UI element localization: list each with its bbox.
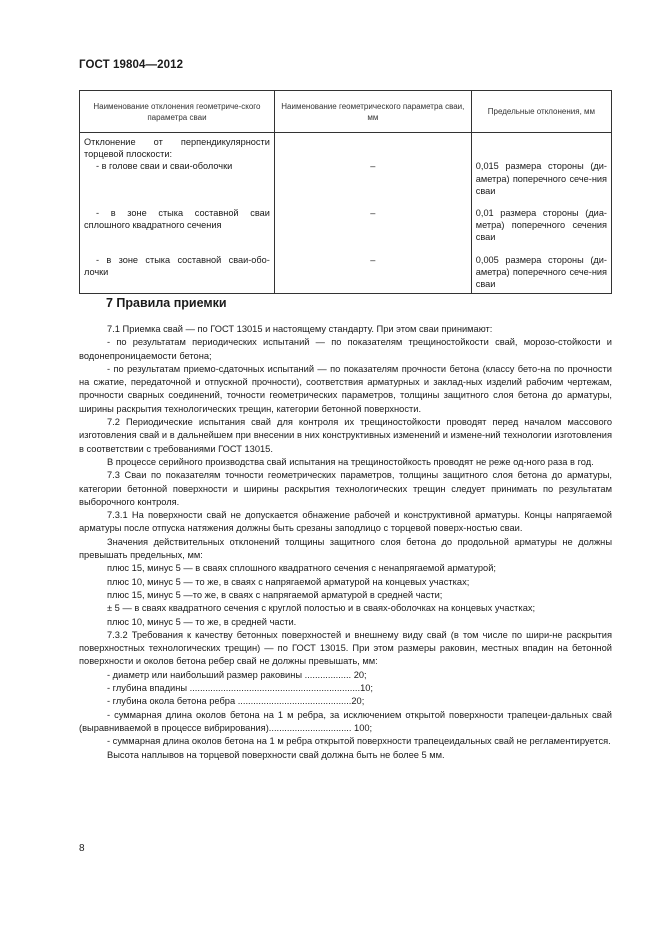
paragraph: 7.3.1 На поверхности свай не допускается обнажение рабочей и конструктивной арматуры. Концы напрягаемой арматуры после отпуска натяжения должны быть срезаны заподлицо с торцевой поверх-ностью сваи. <box>79 510 612 534</box>
table-cell-deviation-name: - в голове сваи и сваи-оболочки <box>80 160 275 197</box>
table-cell-limit: 0,005 размера стороны (ди-аметра) поперечного сече-ния сваи <box>471 244 611 294</box>
table-cell-empty <box>471 133 611 161</box>
paragraph: 7.3 Сваи по показателям точности геометрических параметров, толщины защитного слоя бетона до арматуры, категории бетонной поверхности и ширины раскрытия технологических трещин следует принимать по результатам выборочного контроля. <box>79 470 612 507</box>
table-cell-deviation-name: - в зоне стыка составной сваи сплошного квадратного сечения <box>80 197 275 244</box>
paragraph: - глубина впадины ..................................................................10; <box>107 683 374 694</box>
paragraph: 7.2 Периодические испытания свай для контроля их трещиностойкости проводят перед началом массового изготовления свай и в дальнейшем при внесении в них конструктивных изменений и измене-ний технологии изготовления в соответствии с требованиями ГОСТ 13015. <box>79 417 612 454</box>
paragraph: плюс 15, минус 5 —то же, в сваях с напрягаемой арматурой в средней части; <box>107 589 443 600</box>
table-row-group <box>80 133 612 161</box>
paragraph: плюс 10, минус 5 — то же, в сваях с напрягаемой арматурой на концевых участках; <box>107 576 470 587</box>
paragraph: 7.3.2 Требования к качеству бетонных поверхностей и внешнему виду свай (в том числе по шири-не раскрытия поверхностных технологических трещин) — по ГОСТ 13015. При этом размеры раковин, местных впадин на бетонной поверхности и околов бетона ребер свай не должны превышать, мм: <box>79 629 612 667</box>
table-group-title: Отклонение от перпендикулярности торцевой плоскости: <box>80 133 275 161</box>
table-cell-parameter: – <box>274 197 471 244</box>
paragraph: Значения действительных отклонений толщины защитного слоя бетона до продольной арматуры не должны превышать предельных, мм: <box>79 536 612 561</box>
deviation-table <box>79 90 612 294</box>
section-body <box>79 323 612 762</box>
paragraph: Высота наплывов на торцевой поверхности свай должна быть не более 5 мм. <box>107 749 445 760</box>
column-header-deviation-name: Наименование отклонения геометриче-ского параметра сваи <box>80 91 275 133</box>
paragraph: В процессе серийного производства свай испытания на трещиностойкость проводят не реже од-ного раза в год. <box>107 456 594 467</box>
paragraph: плюс 15, минус 5 — в сваях сплошного квадратного сечения с ненапрягаемой арматурой; <box>107 563 496 574</box>
paragraph: - по результатам периодических испытаний — по показателям трещиностойкости свай, морозо-стойкости и водонепроницаемости бетона; <box>79 337 612 361</box>
column-header-parameter-name: Наименование геометрического параметра сваи, мм <box>274 91 471 133</box>
table-cell-limit: 0,015 размера стороны (ди-аметра) поперечного сече-ния сваи <box>471 160 611 197</box>
paragraph: 7.1 Приемка свай — по ГОСТ 13015 и настоящему стандарту. При этом сваи принимают: <box>107 324 493 334</box>
section-title: 7 Правила приемки <box>106 296 227 310</box>
page-number: 8 <box>79 843 85 854</box>
paragraph: - глубина окола бетона ребра ............................................20; <box>107 696 365 707</box>
table-cell-parameter: – <box>274 244 471 294</box>
document-code: ГОСТ 19804—2012 <box>79 59 184 71</box>
table-row <box>80 197 612 244</box>
paragraph: плюс 10, минус 5 — то же, в средней части. <box>107 616 297 627</box>
table-row <box>80 160 612 197</box>
table-cell-empty <box>274 133 471 161</box>
table-cell-deviation-name: - в зоне стыка составной сваи-обо-лочки <box>80 244 275 294</box>
paragraph: - по результатам приемо-сдаточных испытаний — по показателям прочности бетона (классу бето-на по прочности на сжатие, передаточной и отпускной прочности), соответствия арматурных и заклад-ных изделий рабочим чертежам, прочности сварных соединений, точности геометрических параметров, толщины защитного слоя бетона до арматуры, ширины раскрытия технологических трещин, категории бетонной поверхности. <box>79 363 612 414</box>
table-header-row <box>80 91 612 133</box>
column-header-limit-deviation: Предельные отклонения, мм <box>471 91 611 133</box>
table-row <box>80 244 612 294</box>
paragraph: ± 5 — в сваях квадратного сечения с круглой полостью и в сваях-оболочках на концевых участках; <box>107 603 536 614</box>
table-cell-parameter: – <box>274 160 471 197</box>
paragraph: - суммарная длина околов бетона на 1 м ребра открытой поверхности трапецеидальных свай не регламентируется. <box>107 736 611 747</box>
paragraph: - диаметр или наибольший размер раковины .................. 20; <box>107 669 367 680</box>
table-cell-limit: 0,01 размера стороны (диа-метра) поперечного сечения сваи <box>471 197 611 244</box>
paragraph: - суммарная длина околов бетона на 1 м ребра, за исключением открытой поверхности трапецеи-дальных свай (выравниваемой в процессе вибрирования)................................ 100; <box>79 709 612 733</box>
